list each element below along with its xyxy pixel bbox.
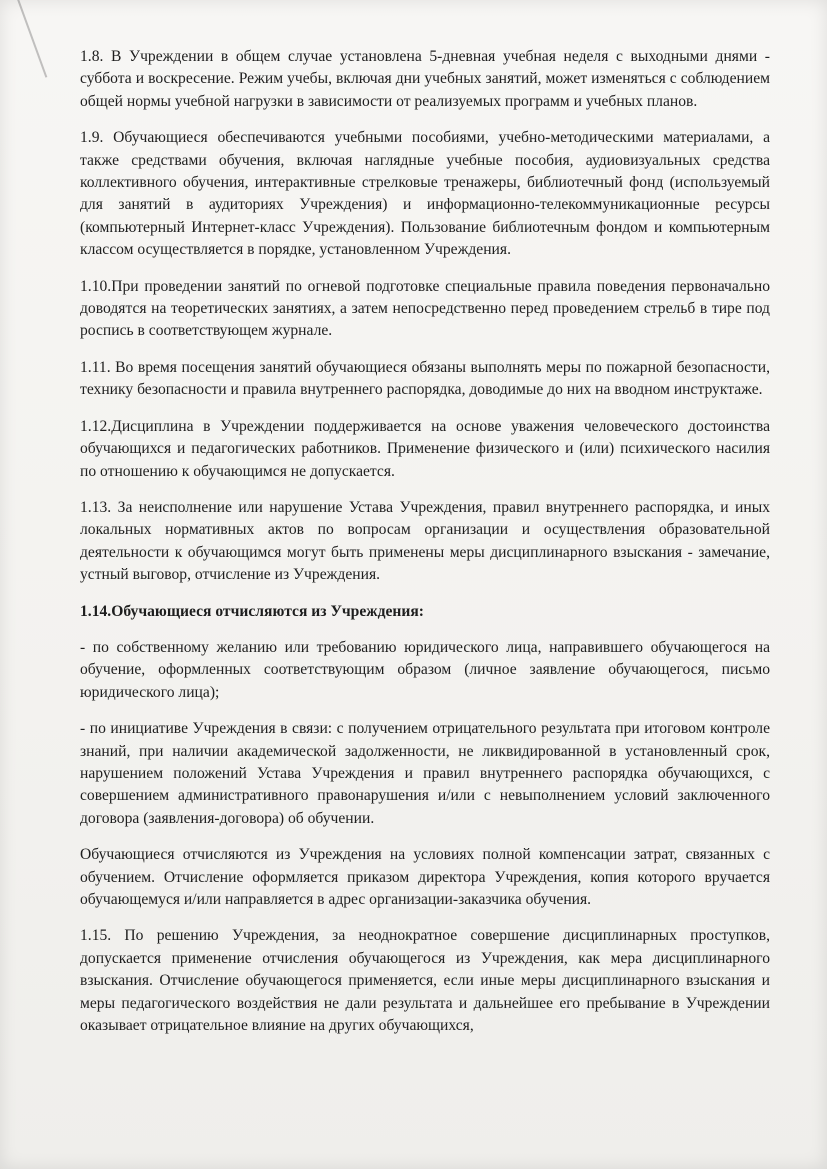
- paragraph-1-13: 1.13. За неисполнение или нарушение Устава Учреждения, правил внутреннего распорядка, и иных локальных нормативных актов по вопросам организации и осуществления образовательной деятельности к обучающимся могут быть применены меры дисциплинарного взыскания - замечание, устный выговор, отчисление из Учреждения.: [80, 498, 770, 584]
- paragraph-1-9: 1.9. Обучающиеся обеспечиваются учебными пособиями, учебно-методическими материалами, а также средствами обучения, включая наглядные учебные пособия, аудиовизуальных средства коллективного обучения, интерактивные стрелковые тренажеры, библиотечный фонд (используемый для занятий в аудиториях Учреждения) и информационно-телекоммуникационные ресурсы (компьютерный Интернет-класс Учреждения). Пользование библиотечным фондом и компьютерным классом осуществляется в порядке, установленном Учреждения.: [80, 129, 770, 259]
- paragraph-1-15: 1.15. По решению Учреждения, за неоднократное совершение дисциплинарных проступков, допускается применение отчисления обучающегося из Учреждения, как мера дисциплинарного взыскания. Отчисление обучающегося применяется, если иные меры дисциплинарного взыскания и меры педагогического воздействия не дали результата и дальнейшее его пребывание в Учреждении оказывает отрицательное влияние на других обучающихся,: [80, 927, 770, 1035]
- document-body: [80, 46, 770, 1037]
- list-item-institution-initiative: - по инициативе Учреждения в связи: с получением отрицательного результата при итоговом контроле знаний, при наличии академической задолженности, не ликвидированной в установленный срок, нарушением положений Устава Учреждения и правил внутреннего распорядка обучающихся, с совершением административного правонарушения и/или с невыполнением условий заключенного договора (заявления-договора) об обучении.: [80, 720, 770, 827]
- paragraph-1-14-note: Обучающиеся отчисляются из Учреждения на условиях полной компенсации затрат, связанных с обучением. Отчисление оформляется приказом директора Учреждения, копия которого вручается обучающемуся и/или направляется в адрес организации-заказчика обучения.: [80, 846, 770, 908]
- list-item-voluntary-withdrawal: - по собственному желанию или требованию юридического лица, направившего обучающегося на обучение, оформленных соответствующим образом (личное заявление обучающегося, письмо юридического лица);: [80, 638, 770, 701]
- paragraph-1-12: 1.12.Дисциплина в Учреждении поддерживается на основе уважения человеческого достоинства обучающихся и педагогических работников. Применение физического и (или) психического насилия по отношению к обучающимся не допускается.: [80, 417, 770, 480]
- paragraph-1-8: 1.8. В Учреждении в общем случае установлена 5-дневная учебная неделя с выходными днями - суббота и воскресение. Режим учебы, включая дни учебных занятий, может изменяться с соблюдением общей нормы учебной нагрузки в зависимости от реализуемых программ и учебных планов.: [80, 48, 770, 110]
- section-heading-1-14: 1.14.Обучающиеся отчисляются из Учреждения:: [80, 602, 424, 620]
- paragraph-1-10: 1.10.При проведении занятий по огневой подготовке специальные правила поведения первоначально доводятся на теоретических занятиях, а затем непосредственно перед проведением стрельб в тире под роспись в соответствующем журнале.: [80, 277, 770, 340]
- paragraph-1-11: 1.11. Во время посещения занятий обучающиеся обязаны выполнять меры по пожарной безопасности, технику безопасности и правила внутреннего распорядка, доводимые до них на вводном инструктаже.: [80, 358, 770, 399]
- page-fold-mark: [15, 0, 48, 78]
